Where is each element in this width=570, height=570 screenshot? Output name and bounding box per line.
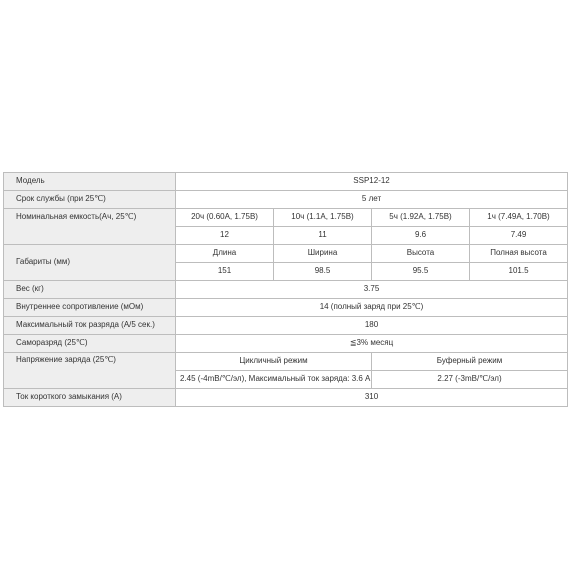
capacity-header-20h: 20ч (0.60A, 1.75В): [176, 209, 274, 227]
dimension-value-width: 98.5: [274, 263, 372, 281]
capacity-header-5h: 5ч (1.92A, 1.75В): [372, 209, 470, 227]
row-self-discharge: [4, 335, 568, 353]
self-discharge-value: ≦3% месяц: [176, 335, 568, 353]
dimension-value-height: 95.5: [372, 263, 470, 281]
cyclic-mode-value: 2.45 (-4mB/℃/эл), Максимальный ток заряда: 3.6 А: [176, 371, 372, 389]
short-circuit-label: Ток короткого замыкания (А): [4, 389, 176, 407]
buffer-mode-value: 2.27 (-3mB/℃/эл): [372, 371, 568, 389]
row-model: [4, 173, 568, 191]
service-life-label: Срок службы (при 25℃): [4, 191, 176, 209]
dimension-header-length: Длина: [176, 245, 274, 263]
row-charge-voltage-headers: [4, 353, 568, 371]
dimension-value-total-height: 101.5: [470, 263, 568, 281]
short-circuit-value: 310: [176, 389, 568, 407]
model-value: SSP12-12: [176, 173, 568, 191]
capacity-label: Номинальная емкость(Ач, 25℃): [4, 209, 176, 245]
row-dimensions-headers: [4, 245, 568, 263]
dimension-header-total-height: Полная высота: [470, 245, 568, 263]
row-capacity-headers: [4, 209, 568, 227]
service-life-value: 5 лет: [176, 191, 568, 209]
weight-label: Вес (кг): [4, 281, 176, 299]
dimension-value-length: 151: [176, 263, 274, 281]
buffer-mode-header: Буферный режим: [372, 353, 568, 371]
capacity-header-10h: 10ч (1.1A, 1.75В): [274, 209, 372, 227]
max-discharge-label: Максимальный ток разряда (А/5 сек.): [4, 317, 176, 335]
weight-value: 3.75: [176, 281, 568, 299]
battery-spec-table: [3, 172, 568, 407]
capacity-value-10h: 11: [274, 227, 372, 245]
row-service-life: [4, 191, 568, 209]
internal-resistance-value: 14 (полный заряд при 25℃): [176, 299, 568, 317]
dimension-header-height: Высота: [372, 245, 470, 263]
cyclic-mode-header: Цикличный режим: [176, 353, 372, 371]
capacity-value-1h: 7.49: [470, 227, 568, 245]
capacity-value-20h: 12: [176, 227, 274, 245]
model-label: Модель: [4, 173, 176, 191]
row-weight: [4, 281, 568, 299]
self-discharge-label: Саморазряд (25℃): [4, 335, 176, 353]
capacity-header-1h: 1ч (7.49A, 1.70В): [470, 209, 568, 227]
row-max-discharge: [4, 317, 568, 335]
dimension-header-width: Ширина: [274, 245, 372, 263]
charge-voltage-label: Напряжение заряда (25℃): [4, 353, 176, 389]
row-internal-resistance: [4, 299, 568, 317]
max-discharge-value: 180: [176, 317, 568, 335]
row-short-circuit: [4, 389, 568, 407]
internal-resistance-label: Внутреннее сопротивление (мОм): [4, 299, 176, 317]
capacity-value-5h: 9.6: [372, 227, 470, 245]
dimensions-label: Габариты (мм): [4, 245, 176, 281]
